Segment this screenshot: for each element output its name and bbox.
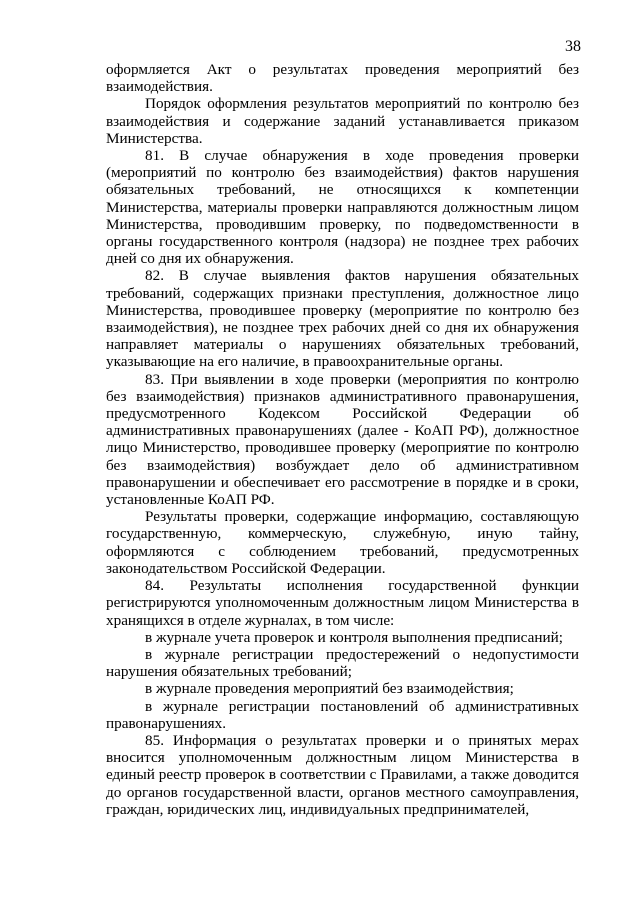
paragraph-results-procedure: Порядок оформления результатов мероприятий по контролю без взаимодействия и содержание заданий устанавливается приказом Министерства. <box>106 95 579 147</box>
paragraph-83: 83. При выявлении в ходе проверки (мероприятия по контролю без взаимодействия) признаков административного правонарушения, предусмотренного Кодексом Российской Федерации об административных правонарушениях (далее - КоАП РФ), должностное лицо Министерство, проводившее проверку (мероприятие по контролю без взаимодействия) возбуждает дело об административном правонарушении и обеспечивает его рассмотрение в порядке и в сроки, установленные КоАП РФ. <box>106 370 579 509</box>
paragraph-82: 82. В случае выявления фактов нарушения обязательных требований, содержащих признаки преступления, должностное лицо Министерства, проводившее проверку (мероприятие по контролю без взаимодействия), не позднее трех рабочих дней со дня их обнаружения направляет материалы о нарушениях обязательных требований, указывающие на его наличие, в правоохранительные органы. <box>106 267 579 371</box>
document-body <box>106 61 579 818</box>
paragraph-85: 85. Информация о результатах проверки и о принятых мерах вносится уполномоченным должностным лицом Министерства в единый реестр проверок в соответствии с Правилами, а также доводится до органов государственной власти, органов местного самоуправления, граждан, юридических лиц, индивидуальных предпринимателей, <box>106 731 579 818</box>
page-number: 38 <box>565 38 581 55</box>
paragraph-secret-info: Результаты проверки, содержащие информацию, составляющую государственную, коммерческую, служебную, иную тайну, оформляются с соблюдением требований, предусмотренных законодательством Российской Федерации. <box>106 508 579 577</box>
paragraph-continuation: оформляется Акт о результатах проведения мероприятий без взаимодействия. <box>106 61 579 96</box>
paragraph-81: 81. В случае обнаружения в ходе проведения проверки (мероприятий по контролю без взаимодействия) фактов нарушения обязательных требований, не относящихся к компетенции Министерства, материалы проверки направляются должностным лицом Министерства, проводившим проверку, по подведомственности в органы государственного контроля (надзора) не позднее трех рабочих дней со дня их обнаружения. <box>106 147 579 268</box>
paragraph-84: 84. Результаты исполнения государственной функции регистрируются уполномоченным должностным лицом Министерства в хранящихся в отделе журналах, в том числе: <box>106 577 579 629</box>
list-item-journal-no-interaction: в журнале проведения мероприятий без взаимодействия; <box>145 680 514 698</box>
list-item-journal-warnings: в журнале регистрации предостережений о недопустимости нарушения обязательных требований; <box>106 645 579 681</box>
list-item-journal-inspections: в журнале учета проверок и контроля выполнения предписаний; <box>145 628 563 646</box>
list-item-journal-resolutions: в журнале регистрации постановлений об административных правонарушениях. <box>106 697 579 732</box>
